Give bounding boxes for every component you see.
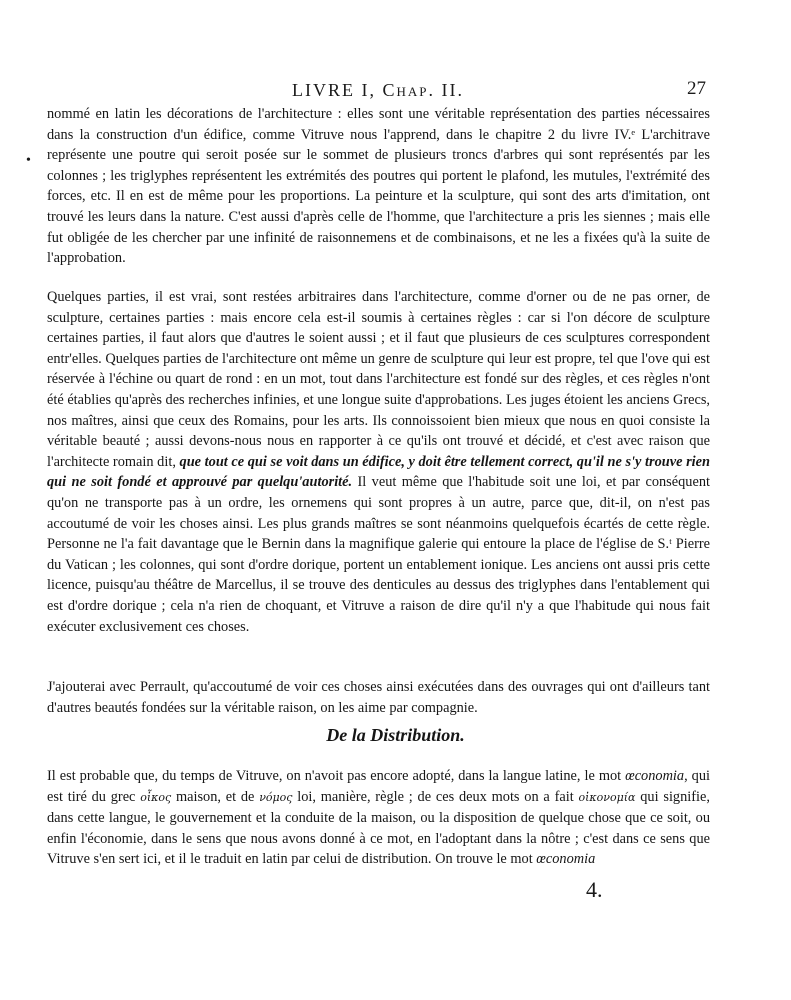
latin-word-2: œconomia xyxy=(536,851,596,868)
paragraph-3-text: J'ajouterai avec Perrault, qu'accoutumé de voir ces choses ainsi exécutées dans des ouvrages qui ont d'ailleurs tant d'autres beautés fondées sur la véritable raison, on les aime par compagnie. xyxy=(47,679,710,716)
signature-mark: 4. xyxy=(586,877,603,902)
vitruvius-quote: que tout ce qui se voit dans un édifice, y doit être tellement correct, qu'il ne s'y trouve rien qui ne soit fondé et approuvé par quelqu'autorité. xyxy=(47,453,711,491)
paragraph-2-after: Il veut même que l'habitude soit une loi, et par conséquent qu'on ne transporte pas à un ordre, les ornemens qui sont propres à un autre, parce que, dit-il, on n'est pas accoutumé de voir les choses ainsi. Les plus grands maîtres se sont néanmoins quelquefois écartés de cette règle. Personne ne l'a fait davantage que le Bernin dans la magnifique galerie qui entoure la place de l'église de S.ᵗ Pierre du Vatican ; les colonnes, qui sont d'ordre dorique, portent un entablement ionique. Les anciens ont aussi pris cette licence, puisqu'au théâtre de Marcellus, il se trouve des denticules au dessus des triglyphes dans l'entablement qui est d'ordre dorique ; cela n'a rien de choquant, et Vitruve a raison de dire qu'il n'y a que l'habitude qui nous fait exécuter exclusivement ces choses. xyxy=(47,474,710,635)
p4-text-c: maison, et de xyxy=(171,788,260,805)
paragraph-2-text xyxy=(47,287,710,637)
paragraph-1 xyxy=(47,104,710,269)
greek-word-oikonomia: οἰκονομία xyxy=(578,790,636,804)
running-head: LIVRE I, Chap. II. xyxy=(292,80,464,100)
page-number: 27 xyxy=(687,78,706,99)
paragraph-4-text xyxy=(47,766,710,870)
latin-word: œconomia xyxy=(625,768,685,784)
greek-word-nomos: νόμος xyxy=(259,790,293,804)
p4-text-b: , qui est tiré du grec xyxy=(47,768,710,805)
section-heading: De la Distribution. xyxy=(326,725,465,745)
margin-mark: • xyxy=(26,153,31,168)
paragraph-2-before: Quelques parties, il est vrai, sont restées arbitraires dans l'architecture, comme d'orner ou de ne pas orner, de sculpture, certaines parties : mais encore cela est-il soumis à certaines règles : car si l'on décore de sculpture certaines parties, il faut alors que d'autres le soient aussi ; et il faut que plusieurs de ces sculptures correspondent entr'elles. Quelques parties de l'architecture ont même un genre de sculpture qui leur est propre, tel que l'ove qui est réservée à l'échine ou quart de rond : en un mot, tout dans l'architecture est fondé sur des règles, et ces règles n'ont été établies qu'après des recherches infinies, et une longue suite d'approbations. Les juges étoient les anciens Grecs, nos maîtres, ainsi que ceux des Romains, pour les arts. Ils connoissoient bien mieux que nous en quoi consiste la véritable beauté ; aussi devons-nous nous en rapporter à ce qu'ils ont trouvé et décidé, et c'est avec raison que l'architecte romain dit, xyxy=(47,289,710,470)
p4-text-d: loi, manière, règle ; de ces deux mots on a fait xyxy=(292,788,579,805)
paragraph-4 xyxy=(47,766,710,870)
p4-text-e: qui signifie, dans cette langue, le gouvernement et la conduite de la maison, ou la disposition de quelque chose que ce soit, ou enfin l'économie, dans le sens que nous avons donné à ce mot, en l'adoptant dans la nôtre ; c'est dans ce sens que Vitruve s'en sert ici, et il le traduit en latin par celui de distribution. On trouve le mot xyxy=(47,788,710,868)
p4-text-a: Il est probable que, du temps de Vitruve, on n'avoit pas encore adopté, dans la langue latine, le mot xyxy=(47,768,626,784)
paragraph-2 xyxy=(47,287,710,637)
greek-word-oikos: οἶκος xyxy=(140,790,172,804)
paragraph-1-text: nommé en latin les décorations de l'architecture : elles sont une véritable représentation des parties nécessaires dans la construction d'un édifice, comme Vitruve nous l'apprend, dans le chapitre 2 du livre IV.ᵉ L'architrave représente une poutre qui seroit posée sur le sommet de plusieurs troncs d'arbres qui sont représentés par les colonnes ; les triglyphes représentent les extrémités des poutres qui portent le plafond, les mutules, l'extrémité des forces, etc. Il en est de même pour les proportions. La peinture et la sculpture, qui sont des arts d'imitation, ont trouvé les leurs dans la nature. C'est aussi d'après celle de l'homme, que l'architecture a pris les siennes ; mais elle fut obligée de les chercher par une infinité de raisonnemens et de combinaisons, et ne les a fixées qu'à la suite de l'approbation. xyxy=(47,106,710,267)
paragraph-3 xyxy=(47,677,710,718)
